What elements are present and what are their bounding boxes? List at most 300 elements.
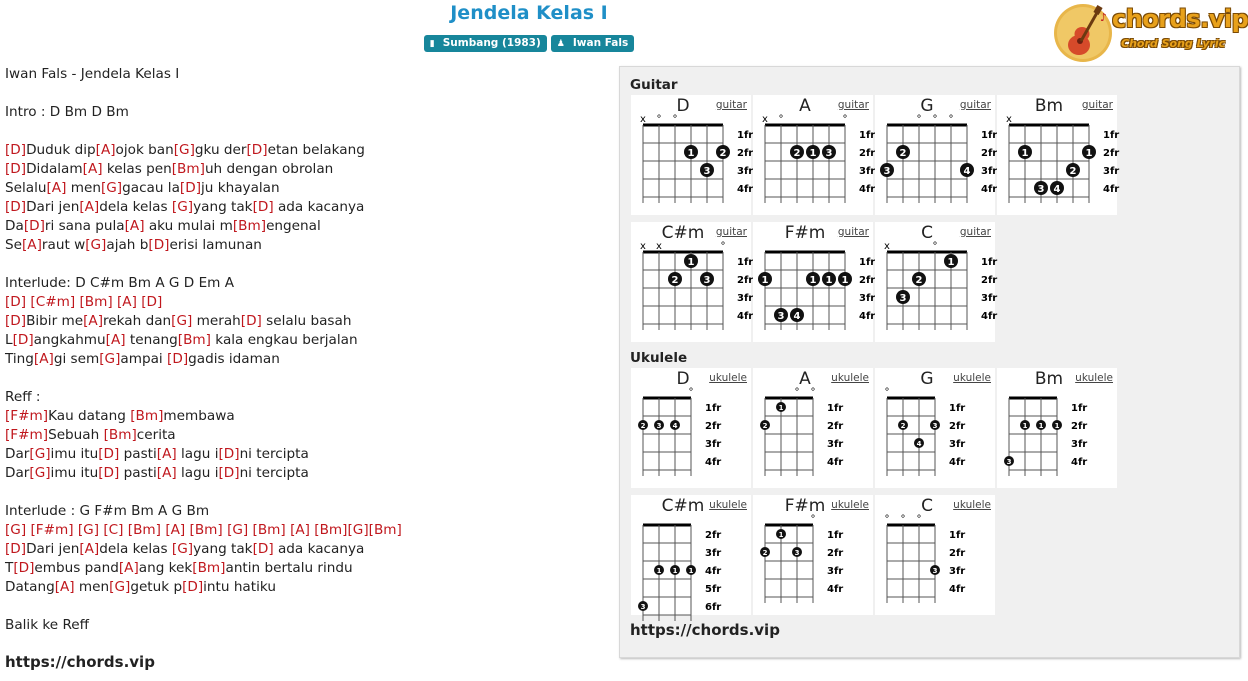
chord-link[interactable]: [D] xyxy=(5,199,27,215)
chord-link[interactable]: [D] xyxy=(5,541,27,557)
fret-number-label: 1fr xyxy=(981,257,998,268)
lyric-text: intu hatiku xyxy=(203,579,276,595)
ukulele-chord-d[interactable] xyxy=(631,368,751,488)
chord-link[interactable]: [A] xyxy=(118,560,139,576)
chord-link[interactable]: [Bm] xyxy=(314,522,348,538)
chord-name: C#m xyxy=(661,496,705,516)
chord-link[interactable]: [D] xyxy=(141,294,163,310)
finger-number: 1 xyxy=(841,275,849,286)
chord-link[interactable]: [A] xyxy=(22,237,42,253)
instrument-link[interactable]: guitar xyxy=(715,99,747,111)
fret-number-label: 3fr xyxy=(859,293,876,304)
chord-link[interactable]: [Bm] xyxy=(189,522,223,538)
chord-link[interactable]: [C#m] xyxy=(30,294,76,310)
chord-link[interactable]: [D] xyxy=(246,142,268,158)
chord-link[interactable]: [G] xyxy=(77,522,100,538)
chord-link[interactable]: [A] xyxy=(33,351,54,367)
lyric-text: Dari jen xyxy=(26,541,80,557)
chord-link[interactable]: [G] xyxy=(29,446,51,462)
finger-number: 1 xyxy=(778,531,784,539)
fret-number-label: 2fr xyxy=(981,148,998,159)
finger-number: 1 xyxy=(688,567,694,575)
chord-link[interactable]: [Bm] xyxy=(171,161,205,177)
lyric-text: angkahmu xyxy=(33,332,106,348)
lyric-text: kelas pen xyxy=(102,161,172,177)
instrument-link[interactable]: guitar xyxy=(837,99,869,111)
chord-name: C xyxy=(921,223,933,243)
open-string-mark: ° xyxy=(672,114,678,125)
chord-link[interactable]: [A] xyxy=(116,294,137,310)
chord-link[interactable]: [D] xyxy=(98,465,120,481)
open-string-mark: ° xyxy=(900,514,906,525)
lyric-text: engenal xyxy=(266,218,321,234)
artist-badge[interactable] xyxy=(551,35,634,52)
open-string-mark: ° xyxy=(916,114,922,125)
lyric-line xyxy=(5,198,605,217)
finger-number: 4 xyxy=(793,311,801,322)
instrument-link[interactable]: ukulele xyxy=(1075,372,1113,384)
lyric-text: lagu i xyxy=(176,446,219,462)
chord-name: G xyxy=(920,96,934,116)
chord-link[interactable]: [G] xyxy=(347,522,369,538)
ukulele-chord-c[interactable] xyxy=(875,495,995,615)
chord-link[interactable]: [G] xyxy=(171,541,194,557)
lyric-text: ada kacanya xyxy=(273,199,365,215)
guitar-chord-g[interactable] xyxy=(875,95,998,215)
svg-text:♪: ♪ xyxy=(1100,11,1108,24)
lyric-text: L xyxy=(5,332,13,348)
fret-number-label: 6fr xyxy=(705,602,722,613)
fret-number-label: 4fr xyxy=(859,184,876,195)
chord-link[interactable]: [D] xyxy=(98,446,120,462)
chord-link[interactable]: [Bm] xyxy=(192,560,226,576)
chord-link[interactable]: [D] xyxy=(5,294,27,310)
fret-number-label: 3fr xyxy=(949,439,966,450)
open-string-mark: ° xyxy=(884,514,890,525)
chord-link[interactable]: [D] xyxy=(252,541,274,557)
instrument-link[interactable]: ukulele xyxy=(831,372,869,384)
lyric-line xyxy=(5,312,605,331)
lyric-line xyxy=(5,597,605,616)
chord-link[interactable]: [A] xyxy=(95,142,116,158)
user-icon: ♟ xyxy=(556,39,565,49)
finger-number: 3 xyxy=(932,422,938,430)
chord-name: C#m xyxy=(661,223,705,243)
finger-number: 3 xyxy=(1037,184,1045,195)
fret-number-label: 4fr xyxy=(859,311,876,322)
lyric-text: Da xyxy=(5,218,24,234)
lyric-text: yang tak xyxy=(193,541,253,557)
fret-number-label: 1fr xyxy=(859,257,876,268)
finger-number: 3 xyxy=(899,293,907,304)
guitar-chord-bm[interactable] xyxy=(997,95,1120,215)
fret-number-label: 4fr xyxy=(1071,457,1088,468)
open-string-mark: ° xyxy=(778,114,784,125)
finger-number: 1 xyxy=(761,275,769,286)
lyric-line xyxy=(5,445,605,464)
muted-string-mark: x xyxy=(1006,114,1012,125)
chord-link[interactable]: [D] xyxy=(218,465,240,481)
lyric-text: gku der xyxy=(194,142,247,158)
lyric-text: Didalam xyxy=(26,161,83,177)
finger-number: 2 xyxy=(671,275,679,286)
guitar-chord-a[interactable] xyxy=(753,95,876,215)
fret-number-label: 4fr xyxy=(737,311,754,322)
fret-number-label: 1fr xyxy=(949,530,966,541)
lyric-line xyxy=(5,217,605,236)
chord-link[interactable]: [Bm] xyxy=(79,294,113,310)
lyric-text: ri sana pula xyxy=(44,218,125,234)
chord-link[interactable]: [D] xyxy=(12,332,34,348)
site-url[interactable]: https://chords.vip xyxy=(5,653,155,671)
guitar-logo-icon xyxy=(1054,3,1114,63)
chord-link[interactable]: [Bm] xyxy=(177,332,211,348)
song-badges xyxy=(0,35,1058,52)
finger-number: 1 xyxy=(656,567,662,575)
chord-link[interactable]: [A] xyxy=(124,218,145,234)
fret-number-label: 4fr xyxy=(705,457,722,468)
fret-number-label: 4fr xyxy=(949,584,966,595)
chord-link[interactable]: [Bm] xyxy=(252,522,286,538)
finger-number: 2 xyxy=(793,148,801,159)
finger-number: 2 xyxy=(900,422,906,430)
instrument-link[interactable]: guitar xyxy=(1081,99,1113,111)
chord-link[interactable]: [D] xyxy=(167,351,189,367)
instrument-link[interactable]: ukulele xyxy=(709,499,747,511)
fret-number-label: 2fr xyxy=(949,421,966,432)
lyric-text: erisi lamunan xyxy=(169,237,262,253)
fret-number-label: 3fr xyxy=(827,566,844,577)
instrument-link[interactable]: guitar xyxy=(959,226,991,238)
finger-number: 3 xyxy=(777,311,785,322)
open-string-mark: ° xyxy=(810,387,816,398)
chord-link[interactable]: [G] xyxy=(29,465,51,481)
finger-number: 2 xyxy=(719,148,727,159)
lyric-text: ang kek xyxy=(138,560,193,576)
chord-link[interactable]: [D] xyxy=(218,446,240,462)
fret-number-label: 3fr xyxy=(949,566,966,577)
instrument-link[interactable]: guitar xyxy=(837,226,869,238)
lyric-text: ni tercipta xyxy=(239,465,309,481)
fret-number-label: 3fr xyxy=(737,293,754,304)
chord-name: Bm xyxy=(1034,369,1064,389)
chord-link[interactable]: [Bm] xyxy=(368,522,402,538)
ukulele-chord-g[interactable] xyxy=(875,368,995,488)
lyric-text: Sebuah xyxy=(48,427,104,443)
fret-number-label: 4fr xyxy=(981,311,998,322)
chord-link[interactable]: [A] xyxy=(165,522,186,538)
lyric-text: imu itu xyxy=(50,446,99,462)
fret-number-label: 1fr xyxy=(827,403,844,414)
fret-number-label: 2fr xyxy=(737,148,754,159)
chord-link[interactable]: [G] xyxy=(109,579,131,595)
lyric-text: gadis idaman xyxy=(188,351,280,367)
guitar-chord-fsharpm[interactable] xyxy=(753,222,876,342)
open-string-mark: ° xyxy=(932,241,938,252)
guitar-chord-c[interactable] xyxy=(875,222,998,342)
chord-link[interactable]: [Bm] xyxy=(127,522,161,538)
instrument-link[interactable]: guitar xyxy=(959,99,991,111)
lyric-text: men xyxy=(66,180,101,196)
lyric-line xyxy=(5,255,605,274)
fret-number-label: 1fr xyxy=(859,130,876,141)
chord-link[interactable]: [D] xyxy=(179,180,201,196)
chord-link[interactable]: [G] xyxy=(100,180,123,196)
chord-name: G xyxy=(920,369,934,389)
finger-number: 4 xyxy=(672,422,678,430)
song-title: Jendela Kelas I xyxy=(450,2,608,24)
chord-link[interactable]: [D] xyxy=(5,161,27,177)
fret-number-label: 4fr xyxy=(949,457,966,468)
fret-number-label: 1fr xyxy=(705,403,722,414)
site-logo[interactable] xyxy=(1054,3,1248,63)
lyric-line xyxy=(5,388,605,407)
instrument-link[interactable]: guitar xyxy=(715,226,747,238)
logo-tagline: Chord Song Lyric xyxy=(1121,37,1226,50)
chord-link[interactable]: [Bm] xyxy=(130,408,164,424)
muted-string-mark: x xyxy=(640,114,646,125)
chord-name: A xyxy=(799,369,811,389)
chord-link[interactable]: [F#m] xyxy=(30,522,74,538)
fret-number-label: 2fr xyxy=(705,530,722,541)
chord-link[interactable]: [F#m] xyxy=(5,408,49,424)
lyric-text: Datang xyxy=(5,579,55,595)
lyric-line xyxy=(5,103,605,122)
chord-link[interactable]: [G] xyxy=(227,522,249,538)
lyric-text: selalu basah xyxy=(261,313,352,329)
lyric-text: tenang xyxy=(125,332,178,348)
finger-number: 3 xyxy=(656,422,662,430)
lyrics-block xyxy=(5,65,605,635)
chord-link[interactable]: [C] xyxy=(103,522,124,538)
chord-link[interactable]: [F#m] xyxy=(5,427,49,443)
fret-number-label: 5fr xyxy=(705,584,722,595)
lyric-text: Reff : xyxy=(5,389,41,405)
lyric-text: pasti xyxy=(119,446,157,462)
fret-number-label: 2fr xyxy=(1071,421,1088,432)
finger-number: 3 xyxy=(640,603,646,611)
chord-link[interactable]: [D] xyxy=(5,142,27,158)
chord-name: F#m xyxy=(784,223,826,243)
open-string-mark: ° xyxy=(794,387,800,398)
chord-link[interactable]: [D] xyxy=(182,579,204,595)
chord-link[interactable]: [G] xyxy=(99,351,121,367)
finger-number: 1 xyxy=(809,275,817,286)
lyric-text: aku mulai m xyxy=(144,218,233,234)
lyric-text: etan belakang xyxy=(267,142,365,158)
fret-number-label: 4fr xyxy=(737,184,754,195)
lyric-line xyxy=(5,179,605,198)
lyric-line xyxy=(5,464,605,483)
lyric-line xyxy=(5,293,605,312)
fret-number-label: 2fr xyxy=(949,548,966,559)
fret-number-label: 2fr xyxy=(859,275,876,286)
chord-link[interactable]: [D] xyxy=(13,560,35,576)
chord-link[interactable]: [A] xyxy=(83,313,104,329)
chord-link[interactable]: [D] xyxy=(23,218,45,234)
chord-link[interactable]: [A] xyxy=(79,199,100,215)
chord-link[interactable]: [D] xyxy=(252,199,274,215)
lyric-text: Bibir me xyxy=(26,313,84,329)
finger-number: 2 xyxy=(640,422,646,430)
chord-link[interactable]: [A] xyxy=(46,180,67,196)
chord-link[interactable]: [D] xyxy=(240,313,262,329)
chord-link[interactable]: [Bm] xyxy=(232,218,267,234)
fret-number-label: 3fr xyxy=(1103,166,1120,177)
lyric-text: Dar xyxy=(5,446,30,462)
ukulele-chord-fsharpm[interactable] xyxy=(753,495,873,615)
chord-link[interactable]: [A] xyxy=(156,446,177,462)
chord-diagram-panel xyxy=(619,66,1240,658)
fret-number-label: 2fr xyxy=(859,148,876,159)
fret-number-label: 4fr xyxy=(1103,184,1120,195)
chord-link[interactable]: [G] xyxy=(5,522,27,538)
chord-link[interactable]: [A] xyxy=(156,465,177,481)
lyric-text: ada kacanya xyxy=(273,541,365,557)
lyric-text: Interlude: D C#m Bm A G D Em A xyxy=(5,275,235,291)
lyric-line xyxy=(5,502,605,521)
chord-link[interactable]: [D] xyxy=(148,237,170,253)
lyric-text: yang tak xyxy=(193,199,253,215)
fret-number-label: 3fr xyxy=(1071,439,1088,450)
fret-number-label: 1fr xyxy=(827,530,844,541)
chord-link[interactable]: [A] xyxy=(105,332,126,348)
finger-number: 2 xyxy=(899,148,907,159)
lyric-line xyxy=(5,331,605,350)
finger-number: 1 xyxy=(687,148,695,159)
open-string-mark: ° xyxy=(916,514,922,525)
open-string-mark: ° xyxy=(688,387,694,398)
fret-number-label: 4fr xyxy=(705,566,722,577)
fret-number-label: 3fr xyxy=(705,548,722,559)
lyric-text: Iwan Fals - Jendela Kelas I xyxy=(5,66,180,82)
fret-number-label: 3fr xyxy=(981,293,998,304)
lyric-text: Se xyxy=(5,237,22,253)
fret-number-label: 1fr xyxy=(737,130,754,141)
lyric-text: gacau la xyxy=(122,180,180,196)
lyric-text: Interlude : G F#m Bm A G Bm xyxy=(5,503,210,519)
fret-number-label: 2fr xyxy=(1103,148,1120,159)
lyric-text: ajah b xyxy=(106,237,149,253)
chord-link[interactable]: [G] xyxy=(171,199,194,215)
lyric-text: embus pand xyxy=(34,560,119,576)
chord-link[interactable]: [G] xyxy=(85,237,107,253)
chord-link[interactable]: [G] xyxy=(173,142,195,158)
lyric-line xyxy=(5,521,605,540)
lyric-text: T xyxy=(5,560,14,576)
lyric-text: ju khayalan xyxy=(201,180,280,196)
lyric-text: pasti xyxy=(119,465,157,481)
album-badge[interactable] xyxy=(424,35,547,52)
lyric-text: getuk p xyxy=(130,579,183,595)
lyric-text: dela kelas xyxy=(99,541,172,557)
lyric-text: Duduk dip xyxy=(26,142,96,158)
open-string-mark: ° xyxy=(842,114,848,125)
lyric-text: merah xyxy=(192,313,241,329)
lyric-text: rekah dan xyxy=(103,313,172,329)
lyric-text: imu itu xyxy=(50,465,99,481)
open-string-mark: ° xyxy=(656,114,662,125)
open-string-mark: ° xyxy=(948,114,954,125)
fret-number-label: 4fr xyxy=(827,584,844,595)
lyric-text: membawa xyxy=(163,408,235,424)
lyric-text: ni tercipta xyxy=(239,446,309,462)
muted-string-mark: x xyxy=(884,241,890,252)
ukulele-section-title: Ukulele xyxy=(630,350,688,366)
fret-number-label: 2fr xyxy=(981,275,998,286)
lyric-text: Kau datang xyxy=(48,408,131,424)
chord-link[interactable]: [D] xyxy=(5,313,27,329)
fret-number-label: 3fr xyxy=(705,439,722,450)
lyric-line xyxy=(5,84,605,103)
lyric-line xyxy=(5,141,605,160)
instrument-link[interactable]: ukulele xyxy=(953,372,991,384)
finger-number: 1 xyxy=(1054,422,1060,430)
lyric-text: Dari jen xyxy=(26,199,80,215)
lyric-text: Intro : D Bm D Bm xyxy=(5,104,129,120)
lyric-text: lagu i xyxy=(176,465,219,481)
fret-number-label: 4fr xyxy=(827,457,844,468)
muted-string-mark: x xyxy=(640,241,646,252)
instrument-link[interactable]: ukulele xyxy=(709,372,747,384)
ukulele-chord-a[interactable] xyxy=(753,368,873,488)
chord-name: D xyxy=(676,96,690,116)
guitar-chord-d[interactable] xyxy=(631,95,754,215)
chord-link[interactable]: [A] xyxy=(82,161,103,177)
instrument-link[interactable]: ukulele xyxy=(953,499,991,511)
finger-number: 3 xyxy=(703,275,711,286)
fret-number-label: 3fr xyxy=(827,439,844,450)
lyric-line xyxy=(5,65,605,84)
open-string-mark: ° xyxy=(720,241,726,252)
album-label: Sumbang (1983) xyxy=(442,37,541,49)
lyric-line xyxy=(5,578,605,597)
panel-site-url[interactable]: https://chords.vip xyxy=(630,621,780,639)
chord-name: C xyxy=(921,496,933,516)
ukulele-chord-csharpm[interactable] xyxy=(631,495,751,615)
lyric-line xyxy=(5,559,605,578)
chord-link[interactable]: [A] xyxy=(79,541,100,557)
chord-name: F#m xyxy=(784,496,826,516)
fret-number-label: 1fr xyxy=(981,130,998,141)
chord-link[interactable]: [Bm] xyxy=(103,427,137,443)
ukulele-chord-bm[interactable] xyxy=(997,368,1117,488)
chord-link[interactable]: [A] xyxy=(290,522,310,538)
lyric-line xyxy=(5,616,605,635)
finger-number: 2 xyxy=(762,422,768,430)
chord-link[interactable]: [G] xyxy=(171,313,193,329)
lyric-text: dela kelas xyxy=(99,199,172,215)
muted-string-mark: x xyxy=(762,114,768,125)
open-string-mark: ° xyxy=(932,114,938,125)
finger-number: 1 xyxy=(687,257,695,268)
finger-number: 1 xyxy=(1038,422,1044,430)
finger-number: 3 xyxy=(825,148,833,159)
instrument-link[interactable]: ukulele xyxy=(831,499,869,511)
lyric-line xyxy=(5,483,605,502)
lyric-text: raut w xyxy=(41,237,86,253)
finger-number: 3 xyxy=(794,549,800,557)
finger-number: 3 xyxy=(932,567,938,575)
lyric-text: kala engkau berjalan xyxy=(210,332,358,348)
chord-link[interactable]: [A] xyxy=(54,579,75,595)
chord-name: A xyxy=(799,96,811,116)
guitar-chord-csharpm[interactable] xyxy=(631,222,754,342)
album-icon: ▮ xyxy=(429,39,435,49)
logo-wordmark: chords.vip xyxy=(1112,5,1248,33)
finger-number: 2 xyxy=(1069,166,1077,177)
finger-number: 1 xyxy=(1021,148,1029,159)
